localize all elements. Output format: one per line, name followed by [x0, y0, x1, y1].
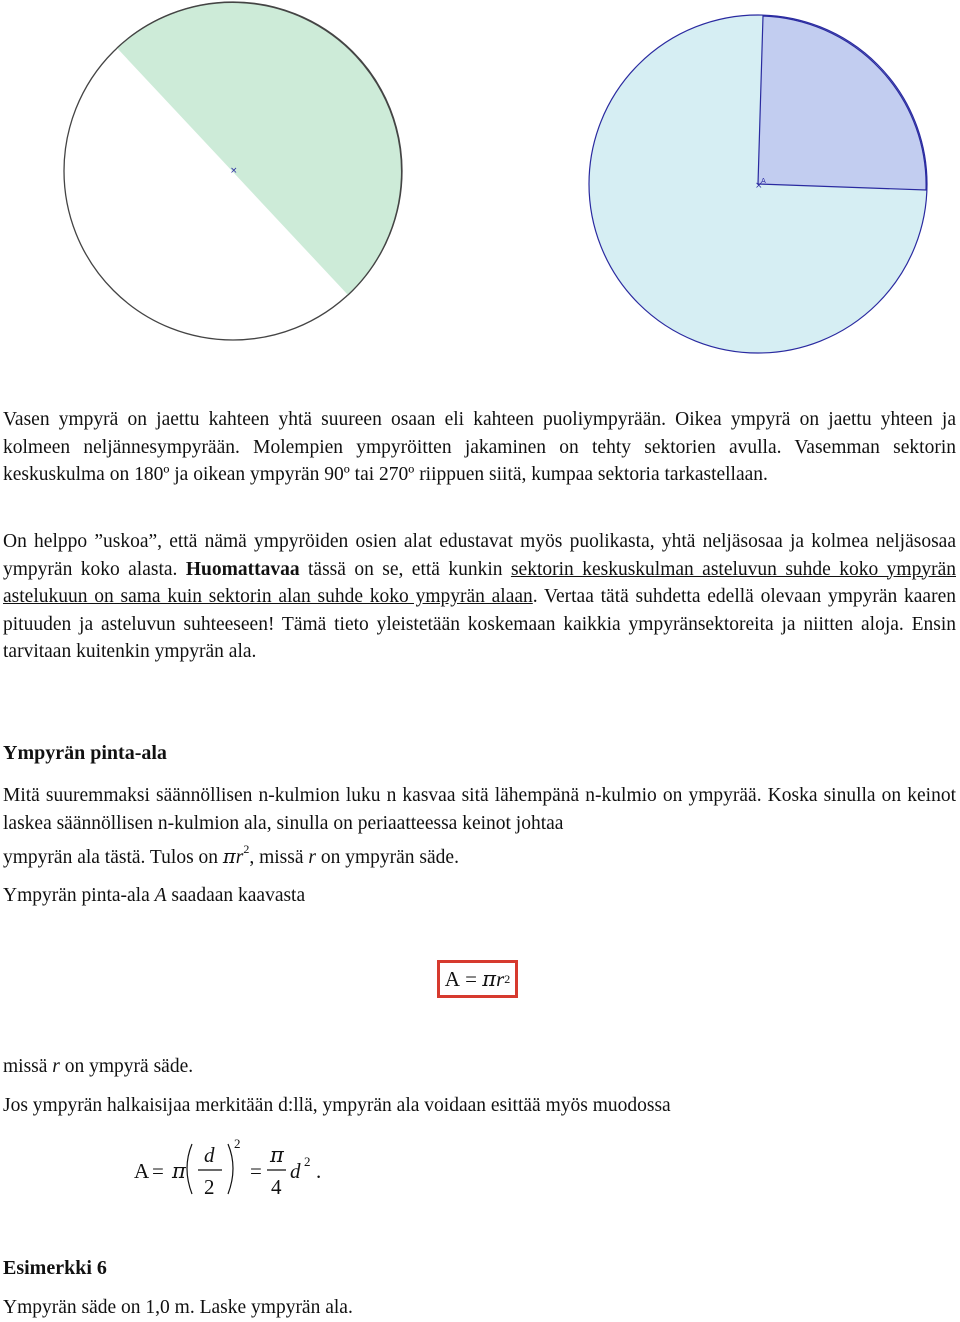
svg-text:d: d [290, 1159, 301, 1183]
paragraph-sectors: Vasen ympyrä on jaettu kahteen yhtä suureen osaan eli kahteen puoliympyrään. Oikea ympyrä on jaettu yhteen ja kolmeen neljännesympyrään. Molempien ympyröitten jakaminen on tehty sektorien avulla. Vasemman sektorin keskuskulma on 180º ja oikean ympyrän 90º tai 270º riippuen siitä, kumpaa sektoria tarkastellaan. [3, 409, 956, 486]
section-heading-area: Ympyrän pinta-ala [3, 742, 167, 764]
paragraph2-text-2: tässä on se, että kunkin [299, 558, 511, 580]
left-center-mark: × [230, 166, 238, 176]
example-task: Ympyrän säde on 1,0 m. Laske ympyrän ala. [3, 1297, 353, 1318]
paragraph3-line2: ympyrän ala tästä. Tulos on $\pi r^2$, missä r on ympyrän säde. [3, 842, 459, 869]
svg-text:d: d [204, 1143, 215, 1167]
svg-text:A: A [134, 1159, 150, 1183]
svg-text:=: = [152, 1159, 164, 1183]
paragraph-observation [3, 528, 956, 666]
paragraph2-text-1: On helppo ”uskoa”, että nämä ympyröiden osien alat edustavat myös puolikasta, yhtä neljäsosaa ja kolmea neljäsosaa ympyrän koko alasta. [3, 531, 956, 580]
right-quarter-sector [758, 16, 926, 190]
svg-text:4: 4 [271, 1175, 282, 1199]
right-center-mark: × [755, 181, 763, 191]
svg-text:2: 2 [234, 1136, 241, 1151]
paragraph3-line1: Mitä suuremmaksi säännöllisen n-kulmion luku n kasvaa sitä lähempänä n-kulmio on ympyrää. Koska sinulla on keinot laskea säännöllisen n-kulmion ala, sinulla on periaatteessa keinot johtaa [3, 785, 956, 834]
svg-text:π: π [270, 1143, 284, 1167]
paragraph-radius-note: missä r on ympyrä säde. [3, 1056, 194, 1077]
right-circle-quarter-split [589, 15, 927, 353]
svg-text:π: π [172, 1159, 186, 1183]
paragraph2-bold: Huomattavaa [185, 558, 300, 580]
svg-text:2: 2 [204, 1175, 215, 1199]
area-formula-box: A = π r 2 [437, 960, 518, 998]
center-label-a: A [761, 177, 766, 185]
paragraph2-underlined: sektorin keskuskulman asteluvun suhde koko ympyrän astelukuun on sama kuin sektorin alan suhde koko ympyrän alaan [3, 558, 956, 608]
paragraph-polygon [3, 782, 956, 872]
svg-text:=: = [250, 1159, 262, 1183]
svg-text:.: . [316, 1159, 322, 1183]
left-circle-half-split [64, 2, 402, 340]
circle-figures [0, 0, 960, 370]
paragraph2-text-3: . Vertaa tätä suhdetta edellä olevaan ympyrän kaaren pituuden ja asteluvun suhteeseen! Tämä tieto yleistetään koskemaan kaikkia ympyränsektoreita ja niitten aloja. Ensin tarvitaan kuitenkin ympyrän ala. [3, 586, 956, 663]
svg-text:2: 2 [304, 1154, 311, 1169]
pi-symbol: π [222, 845, 236, 869]
example-heading: Esimerkki 6 [3, 1257, 107, 1279]
paragraph-formula-intro: Ympyrän pinta-ala A saadaan kaavasta [3, 885, 306, 906]
paragraph-diameter: Jos ympyrän halkaisijaa merkitään d:llä, ympyrän ala voidaan esittää myös muodossa [3, 1095, 671, 1116]
diameter-formula [130, 1130, 370, 1210]
